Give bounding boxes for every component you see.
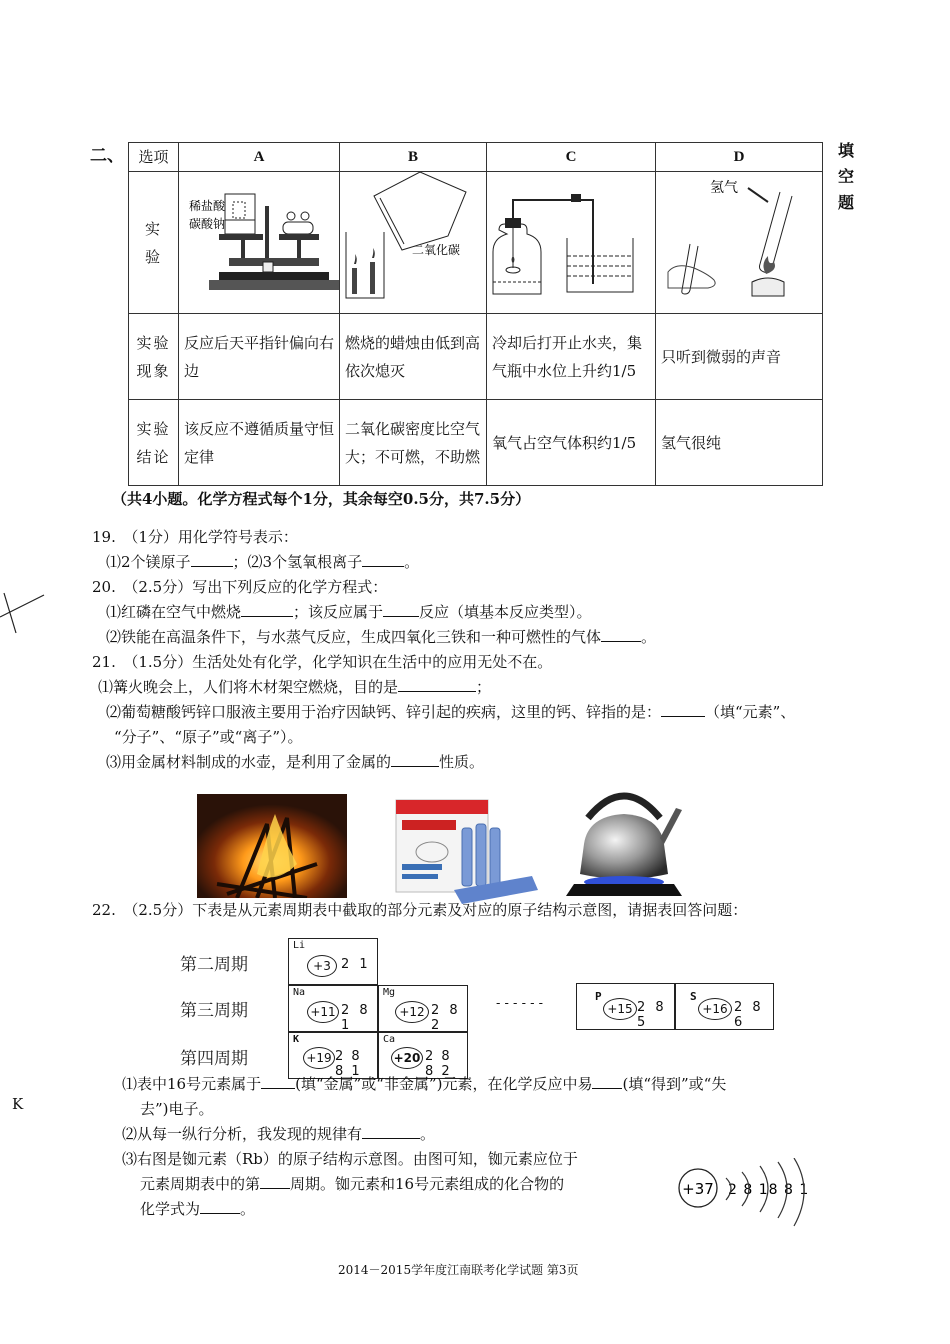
q20-line1 [106, 602, 592, 622]
experiment-a-image [179, 172, 340, 314]
atom-cell-na [288, 985, 378, 1032]
atom-cell-p [576, 983, 675, 1030]
phenomenon-a: 反应后天平指针偏向右边 [179, 314, 340, 400]
phenomenon-d: 只听到微弱的声音 [656, 314, 823, 400]
q22-text: 。 [240, 1200, 256, 1218]
q22-text: ⑴表中16号元素属于 [122, 1075, 262, 1093]
electron-shells: 2 8 8 1 [335, 1049, 362, 1079]
q22-part2 [122, 1124, 435, 1144]
row-label-conclusion: 实验结论 [129, 400, 179, 486]
q20-line2 [106, 627, 656, 647]
section-title-char: 题 [838, 193, 855, 212]
section-number: 二、 [90, 146, 124, 166]
answer-blank[interactable] [383, 602, 419, 617]
header-option: 选项 [129, 143, 179, 172]
conclusion-d: 氢气很纯 [656, 400, 823, 486]
header-a: A [179, 143, 340, 172]
phenomenon-b: 燃烧的蜡烛由低到高依次熄灭 [340, 314, 487, 400]
conclusion-a: 该反应不遵循质量守恒定律 [179, 400, 340, 486]
rb-electron-shells: 2 8 18 8 1 [728, 1182, 810, 1198]
experiment-d-image [656, 172, 823, 314]
electron-shells: 2 8 1 [341, 1003, 371, 1033]
kettle-photo [564, 780, 688, 904]
q22-part1 [122, 1074, 726, 1094]
electron-shells: 2 8 8 2 [425, 1049, 452, 1079]
section-title-char: 空 [838, 167, 855, 186]
balance-illustration [179, 172, 339, 304]
rubidium-atom-diagram [676, 1158, 810, 1230]
q21-line2-cont: “分子”、“原子”或“离子”）。 [114, 728, 303, 746]
q21-line3 [106, 752, 484, 772]
phenomenon-c: 冷却后打开止水夹，集气瓶中水位上升约1/5 [487, 314, 656, 400]
oxygen-volume-illustration [487, 172, 655, 304]
answer-blank[interactable] [661, 702, 705, 717]
element-symbol: K [293, 1034, 300, 1045]
calcium-zinc-oral-liquid-photo [392, 794, 540, 904]
answer-blank[interactable] [362, 552, 404, 567]
conclusion-c: 氧气占空气体积约1/5 [487, 400, 656, 486]
answer-blank[interactable] [261, 1074, 295, 1089]
element-symbol: P [595, 990, 602, 1003]
nucleus-charge: +15 [603, 998, 637, 1020]
q19-text: ；⑵3个氢氧根离子 [232, 553, 363, 571]
q20-text: ；该反应属于 [293, 603, 384, 621]
q22-text: 化学式为 [140, 1200, 201, 1218]
label-hydrogen: 氢气 [710, 180, 738, 196]
q19-line [106, 552, 419, 572]
omission-dots: - - - - - - [496, 996, 544, 1011]
period-label: 第三周期 [180, 1001, 248, 1021]
element-symbol: S [690, 990, 697, 1003]
atom-cell-li [288, 938, 378, 985]
row-label-phenomenon: 实验现象 [129, 314, 179, 400]
electron-shells: 2 8 5 [637, 1000, 667, 1030]
atom-cell-mg [378, 985, 468, 1032]
period-label: 第二周期 [180, 955, 248, 975]
answer-blank[interactable] [601, 627, 641, 642]
q20-text: 反应（填基本反应类型）。 [419, 603, 592, 621]
bonfire-photo [197, 794, 347, 898]
electron-shells: 2 8 6 [734, 1000, 764, 1030]
hydrogen-test-illustration [656, 172, 822, 304]
electron-shells: 2 8 2 [431, 1003, 461, 1033]
nucleus-charge: +3 [307, 955, 337, 977]
nucleus-charge: +12 [395, 1001, 429, 1023]
row-label-char: 验 [144, 247, 162, 266]
answer-blank[interactable] [241, 602, 293, 617]
q19-title: 19. （1分）用化学符号表示： [92, 528, 298, 546]
answer-blank[interactable] [592, 1074, 622, 1089]
answer-blank[interactable] [398, 677, 476, 692]
label-carbon-dioxide: 二氧化碳 [412, 243, 461, 257]
q19-text: 。 [404, 553, 420, 571]
q22-part1-cont: 去”)电子。 [140, 1100, 214, 1118]
q22-text: (填“得到”或“失 [622, 1075, 727, 1093]
atom-cell-ca [378, 1032, 468, 1079]
answer-blank[interactable] [391, 752, 439, 767]
q22-part3-line2 [140, 1174, 564, 1194]
atom-cell-k [288, 1032, 378, 1079]
q22-text: 周期。铷元素和16号元素组成的化合物的 [290, 1175, 565, 1193]
q21-line1 [98, 677, 491, 697]
q19-text: ⑴2个镁原子 [106, 553, 191, 571]
q21-text: ⑶用金属材料制成的水壶，是利用了金属的 [106, 753, 392, 771]
experiment-table [128, 142, 823, 486]
element-symbol: Na [293, 987, 306, 998]
atom-cell-s [675, 983, 774, 1030]
nucleus-charge: +19 [303, 1047, 335, 1069]
q22-title: 22. （2.5分）下表是从元素周期表中截取的部分元素及对应的原子结构示意图，请据表回答问题： [92, 901, 748, 919]
row-label-experiment [129, 172, 179, 314]
q22-part3-line3 [140, 1199, 255, 1219]
answer-blank[interactable] [260, 1174, 290, 1189]
rb-nucleus-charge: +37 [682, 1180, 714, 1198]
nucleus-charge: +20 [391, 1047, 423, 1069]
answer-blank[interactable] [200, 1199, 240, 1214]
q22-text: 。 [420, 1125, 436, 1143]
q21-text: （填“元素”、 [705, 703, 796, 721]
q20-title: 20. （2.5分）写出下列反应的化学方程式： [92, 578, 388, 596]
nucleus-charge: +11 [307, 1001, 339, 1023]
experiment-c-image [487, 172, 656, 314]
scoring-note: （共4小题。化学方程式每个1分，其余每空0.5分，共7.5分） [112, 490, 531, 508]
q21-text: 性质。 [439, 753, 485, 771]
q21-title: 21. （1.5分）生活处处有化学，化学知识在生活中的应用无处不在。 [92, 653, 553, 671]
answer-blank[interactable] [191, 552, 233, 567]
header-c: C [487, 143, 656, 172]
element-symbol: Ca [383, 1034, 396, 1045]
page-footer: 2014－2015学年度江南联考化学试题 第3页 [338, 1263, 579, 1277]
answer-blank[interactable] [362, 1124, 420, 1139]
q20-text: 。 [641, 628, 657, 646]
stray-letter: K [12, 1095, 24, 1113]
element-symbol: Mg [383, 987, 396, 998]
q20-text: ⑵铁能在高温条件下，与水蒸气反应，生成四氧化三铁和一种可燃性的气体 [106, 628, 602, 646]
q20-text: ⑴红磷在空气中燃烧 [106, 603, 242, 621]
conclusion-b: 二氧化碳密度比空气大；不可燃，不助燃 [340, 400, 487, 486]
nucleus-charge: +16 [698, 998, 732, 1020]
section-title [838, 138, 854, 216]
header-d: D [656, 143, 823, 172]
q21-line2 [106, 702, 795, 722]
period-label: 第四周期 [180, 1049, 248, 1069]
q22-part3: ⑶右图是铷元素（Rb）的原子结构示意图。由图可知，铷元素应位于 [122, 1150, 578, 1168]
experiment-b-image [340, 172, 487, 314]
element-symbol: Li [293, 940, 306, 951]
q21-text: ； [476, 678, 492, 696]
margin-scribble [0, 585, 46, 635]
q22-text: 元素周期表中的第 [140, 1175, 261, 1193]
label-hydrochloric-acid: 稀盐酸 [189, 199, 226, 213]
co2-candle-illustration [340, 172, 486, 304]
q21-text: ⑴篝火晚会上，人们将木材架空燃烧，目的是 [98, 678, 399, 696]
electron-shells: 2 1 [341, 957, 371, 972]
q22-text: (填“金属”或“非金属”)元素，在化学反应中易 [295, 1075, 593, 1093]
q21-text: ⑵葡萄糖酸钙锌口服液主要用于治疗因缺钙、锌引起的疾病，这里的钙、锌指的是： [106, 703, 662, 721]
q22-text: ⑵从每一纵行分析，我发现的规律有 [122, 1125, 363, 1143]
section-title-char: 填 [838, 141, 855, 160]
row-label-char: 实 [144, 219, 162, 238]
label-sodium-carbonate: 碳酸钠 [189, 217, 226, 231]
header-b: B [340, 143, 487, 172]
